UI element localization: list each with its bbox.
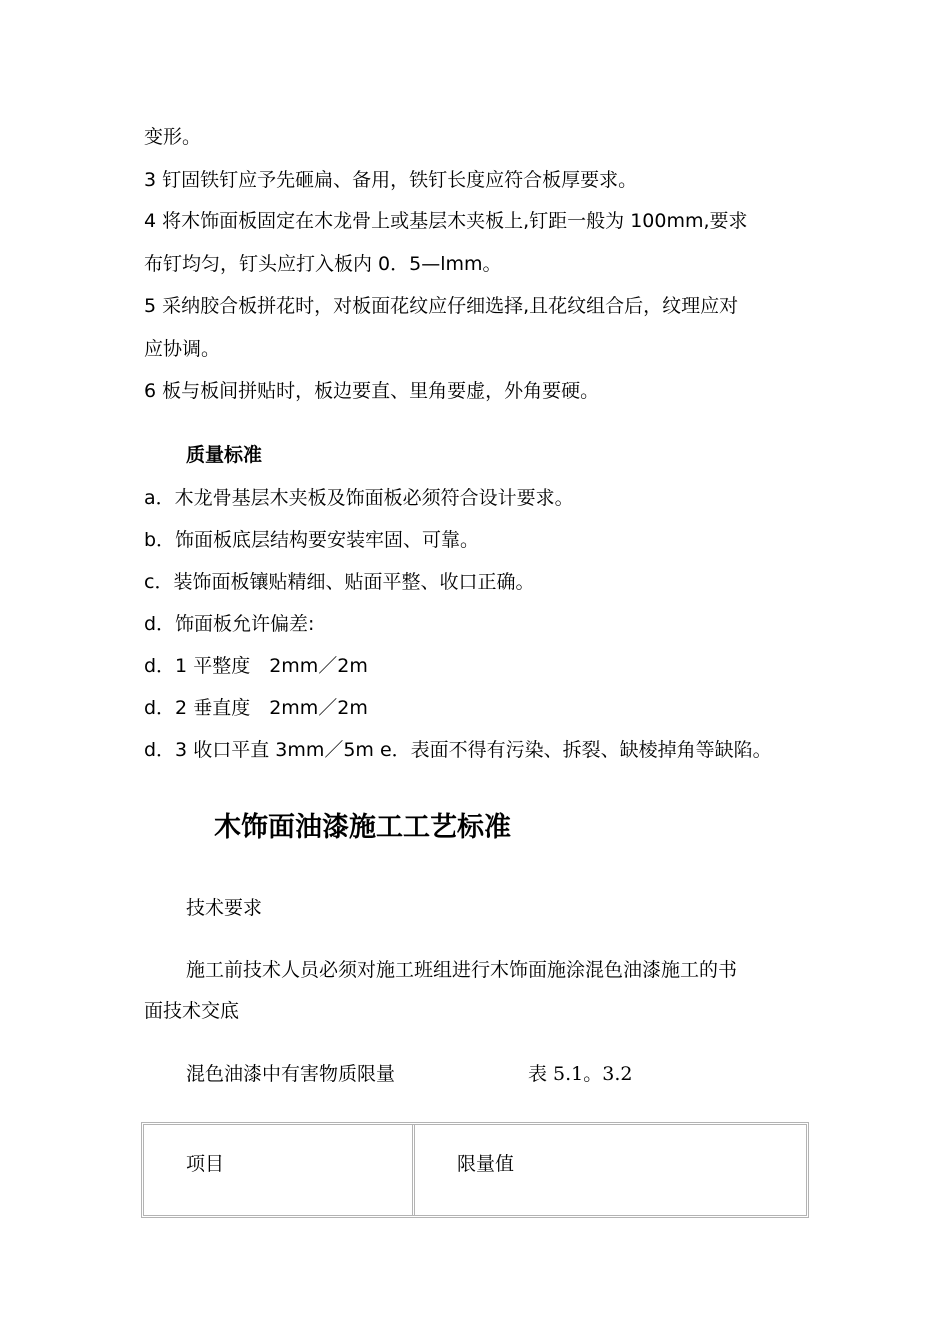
- quality-heading: 质量标准: [186, 444, 263, 466]
- section-title: 木饰面油漆施工工艺标准: [214, 812, 511, 843]
- quality-item: d．饰面板允许偏差:: [144, 613, 315, 635]
- body-line: 变形。: [144, 126, 202, 148]
- section-paragraph-line: 面技术交底: [144, 1000, 240, 1022]
- hazard-limit-table: [141, 1122, 809, 1218]
- quality-item: d．2 垂直度 2mm／2m: [144, 697, 368, 719]
- quality-item: a．木龙骨基层木夹板及饰面板必须符合设计要求。: [144, 487, 574, 509]
- body-line: 6 板与板间拼贴时，板边要直、里角要虚，外角要硬。: [144, 380, 600, 402]
- quality-item: d．3 收口平直 3mm／5m e．表面不得有污染、拆裂、缺棱掉角等缺陷。: [144, 739, 772, 761]
- table-header-cell-limit: 限量值: [457, 1153, 515, 1175]
- table-header-row: [144, 1125, 806, 1215]
- section-paragraph-line: 施工前技术人员必须对施工班组进行木饰面施涂混色油漆施工的书: [186, 959, 738, 981]
- body-line: 4 将木饰面板固定在木龙骨上或基层木夹板上,钉距一般为 100mm,要求: [144, 210, 748, 232]
- body-line: 5 采纳胶合板拼花时，对板面花纹应仔细选择,且花纹组合后，纹理应对: [144, 295, 739, 317]
- section-subheading: 技术要求: [186, 897, 263, 919]
- body-line: 布钉均匀，钉头应打入板内 0．5—lmm。: [144, 253, 502, 275]
- quality-item: d．1 平整度 2mm／2m: [144, 655, 368, 677]
- body-line: 应协调。: [144, 338, 221, 360]
- body-line: 3 钉固铁钉应予先砸扁、备用，铁钉长度应符合板厚要求。: [144, 169, 638, 191]
- quality-item: c．装饰面板镶贴精细、贴面平整、收口正确。: [144, 571, 535, 593]
- table-caption: 混色油漆中有害物质限量: [186, 1063, 396, 1085]
- table-reference: 表 5.1。3.2: [528, 1063, 633, 1085]
- quality-item: b．饰面板底层结构要安装牢固、可靠。: [144, 529, 480, 551]
- table-header-cell-item: 项目: [144, 1125, 415, 1215]
